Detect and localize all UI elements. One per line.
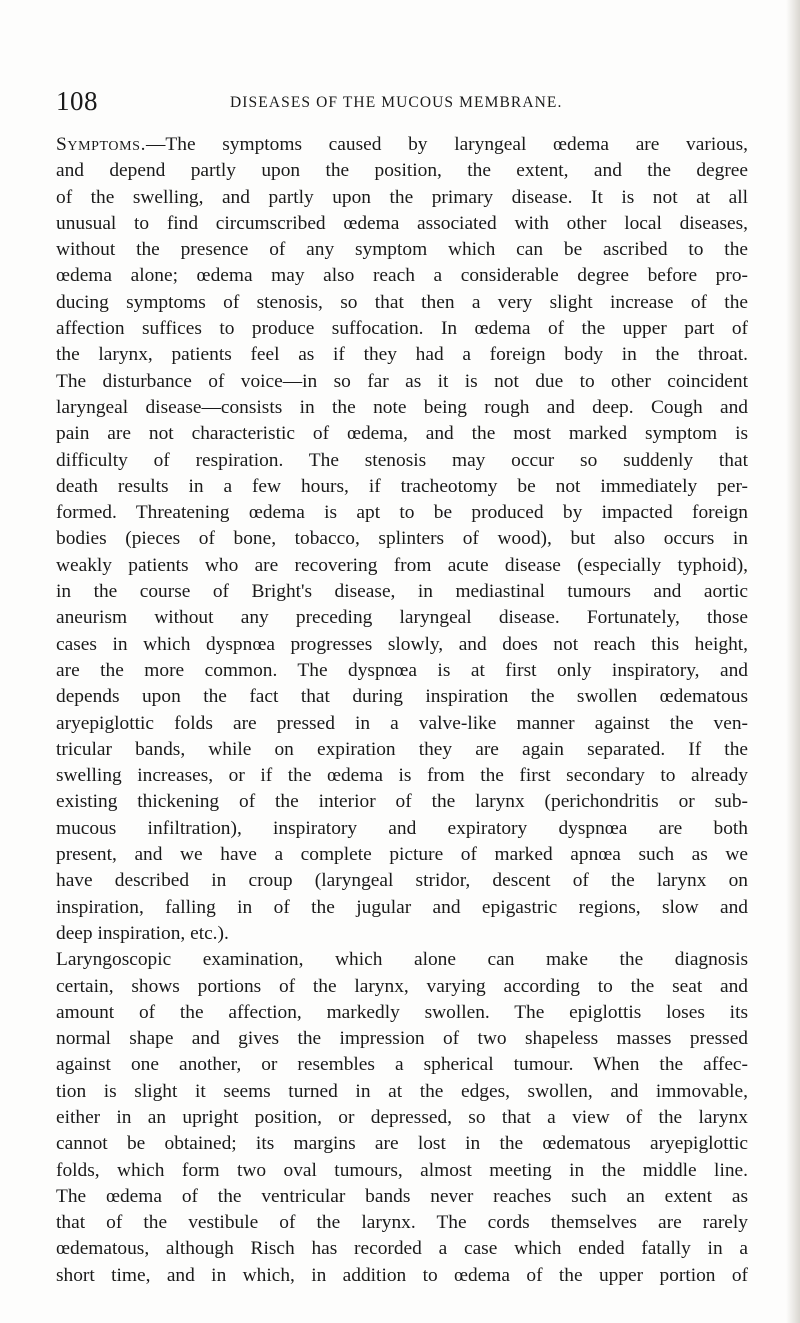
text-line: folds, which form two oval tumours, almost meeting in the middle line.: [56, 1159, 748, 1181]
text-line: either in an upright position, or depressed, so that a view of the larynx: [56, 1106, 748, 1128]
text-line: the larynx, patients feel as if they had a foreign body in the throat.: [56, 344, 748, 366]
page-edge-shadow: [786, 0, 800, 1323]
page-header: [56, 86, 746, 116]
text-line: inspiration, falling in of the jugular and epigastric regions, slow and: [56, 896, 748, 918]
text-line: ducing symptoms of stenosis, so that then a very slight increase of the: [56, 291, 748, 313]
text-line: laryngeal disease—consists in the note being rough and deep. Cough and: [56, 396, 748, 418]
text-line: are the more common. The dyspnœa is at first only inspiratory, and: [56, 659, 748, 681]
text-line: formed. Threatening œdema is apt to be produced by impacted foreign: [56, 502, 748, 524]
text-line: œdema alone; œdema may also reach a considerable degree before pro-: [56, 265, 748, 287]
text-line: pain are not characteristic of œdema, and the most marked symptom is: [56, 423, 748, 445]
text-line: cannot be obtained; its margins are lost in the œdematous aryepiglottic: [56, 1133, 748, 1155]
text-line: Symptoms.—The symptoms caused by laryngeal œdema are various,: [56, 134, 748, 155]
text-line: aneurism without any preceding laryngeal disease. Fortunately, those: [56, 607, 748, 629]
text-line: without the presence of any symptom which can be ascribed to the: [56, 239, 748, 261]
text-line: swelling increases, or if the œdema is from the first secondary to already: [56, 765, 748, 787]
text-line: existing thickening of the interior of the larynx (perichondritis or sub-: [56, 791, 748, 813]
text-line: short time, and in which, in addition to œdema of the upper portion of: [56, 1264, 748, 1286]
text-line: of the swelling, and partly upon the primary disease. It is not at all: [56, 186, 748, 208]
text-line: tion is slight it seems turned in at the edges, swollen, and immovable,: [56, 1080, 748, 1102]
text-line: present, and we have a complete picture of marked apnœa such as we: [56, 844, 748, 866]
text-line: that of the vestibule of the larynx. The cords themselves are rarely: [56, 1212, 748, 1234]
body-text: [56, 132, 748, 1289]
text-line: depends upon the fact that during inspiration the swollen œdematous: [56, 686, 748, 708]
text-line: bodies (pieces of bone, tobacco, splinters of wood), but also occurs in: [56, 528, 748, 550]
section-heading-symptoms: Symptoms.: [56, 134, 147, 155]
text-line: against one another, or resembles a spherical tumour. When the affec-: [56, 1054, 748, 1076]
text-line: and depend partly upon the position, the extent, and the degree: [56, 160, 748, 182]
text-line: Laryngoscopic examination, which alone can make the diagnosis: [56, 949, 748, 971]
text-line: certain, shows portions of the larynx, varying according to the seat and: [56, 975, 748, 997]
text-line: tricular bands, while on expiration they are again separated. If the: [56, 738, 748, 760]
text-line: in the course of Bright's disease, in mediastinal tumours and aortic: [56, 581, 748, 603]
text-line: mucous infiltration), inspiratory and expiratory dyspnœa are both: [56, 817, 748, 839]
text-line: amount of the affection, markedly swollen. The epiglottis loses its: [56, 1001, 748, 1023]
text-line: aryepiglottic folds are pressed in a valve-like manner against the ven-: [56, 712, 748, 734]
page-number: 108: [56, 86, 98, 116]
text-line: The disturbance of voice—in so far as it is not due to other coincident: [56, 370, 748, 392]
text-line-paragraph-end: deep inspiration, etc.).: [56, 922, 229, 944]
text-line: The œdema of the ventricular bands never reaches such an extent as: [56, 1185, 748, 1207]
text-line: death results in a few hours, if tracheotomy be not immediately per-: [56, 475, 748, 497]
text-line: œdematous, although Risch has recorded a case which ended fatally in a: [56, 1238, 748, 1260]
text-line: weakly patients who are recovering from acute disease (especially typhoid),: [56, 554, 748, 576]
text-line: affection suffices to produce suffocation. In œdema of the upper part of: [56, 318, 748, 340]
text-line: unusual to find circumscribed œdema associated with other local diseases,: [56, 212, 748, 234]
text-line: cases in which dyspnœa progresses slowly, and does not reach this height,: [56, 633, 748, 655]
text-line: normal shape and gives the impression of two shapeless masses pressed: [56, 1028, 748, 1050]
text-line: have described in croup (laryngeal stridor, descent of the larynx on: [56, 870, 748, 892]
text-line: difficulty of respiration. The stenosis may occur so suddenly that: [56, 449, 748, 471]
running-head: DISEASES OF THE MUCOUS MEMBRANE.: [230, 94, 563, 111]
